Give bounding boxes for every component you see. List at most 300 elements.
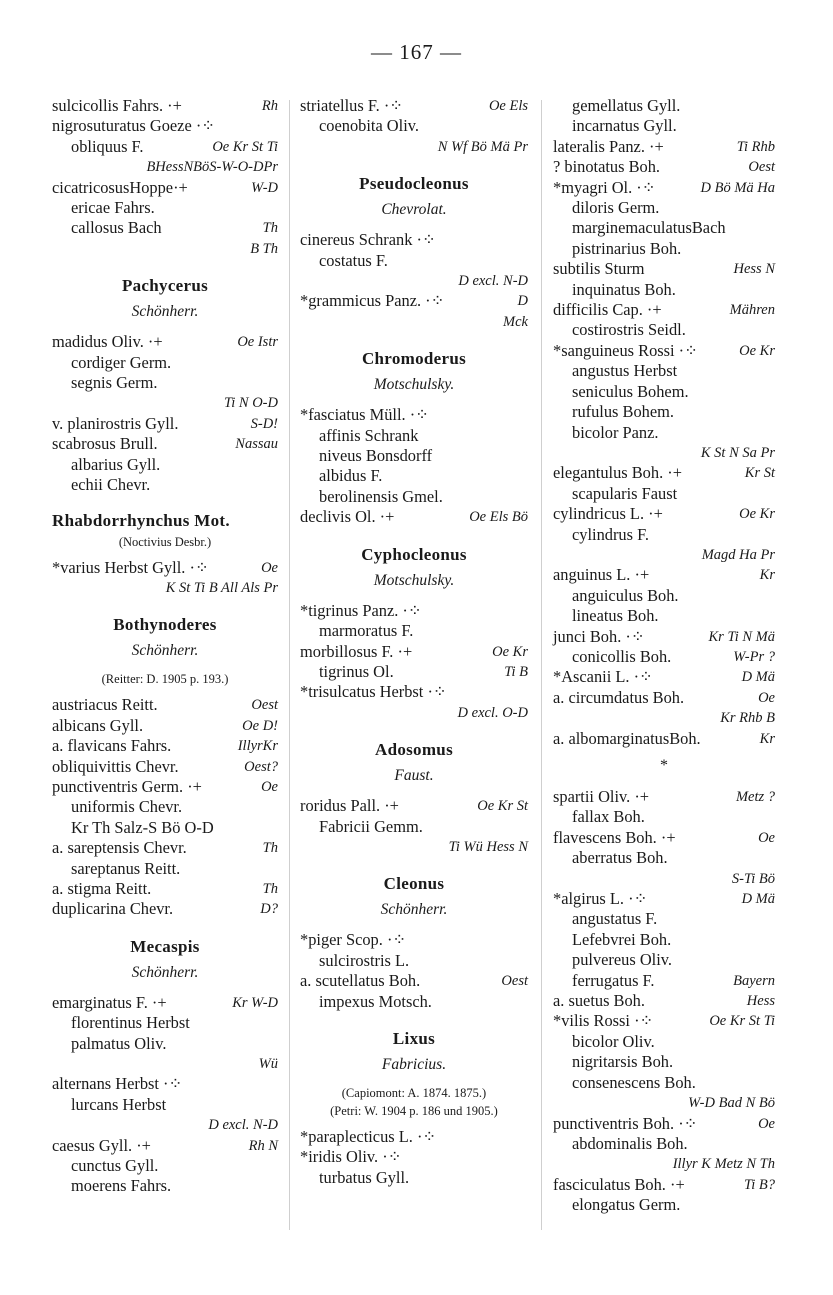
- reference-note: (Petri: W. 1904 p. 186 und 1905.): [330, 1103, 498, 1118]
- species-name: subtilis Sturm: [553, 259, 645, 279]
- synonym-entry: [553, 1195, 775, 1215]
- synonym-entry: [553, 402, 775, 422]
- synonym-entry: [52, 797, 278, 817]
- genus-author: Schönherr.: [380, 901, 448, 919]
- species-name: a. stigma Reitt.: [52, 878, 152, 898]
- distribution: Oest: [501, 973, 528, 990]
- species-entry: [553, 1011, 775, 1031]
- synonym-entry: [553, 930, 775, 950]
- synonym-entry: [553, 239, 775, 259]
- synonym-entry: [553, 484, 775, 504]
- synonym-entry: [52, 455, 278, 475]
- species-name: affinis Schrank: [319, 425, 419, 445]
- genus-author: Faust.: [394, 767, 434, 785]
- species-name: cunctus Gyll.: [71, 1156, 159, 1176]
- synonym-entry: [553, 1134, 775, 1154]
- species-entry: [300, 405, 528, 425]
- species-entry: [52, 558, 278, 578]
- genus-author: Fabricius.: [381, 1055, 447, 1073]
- species-name: Fabricii Gemm.: [319, 816, 423, 836]
- species-entry: [553, 828, 775, 848]
- species-entry: [553, 259, 775, 279]
- species-name: turbatus Gyll.: [319, 1167, 410, 1187]
- species-name: Kr Th Salz-S Bö O-D: [71, 817, 214, 837]
- distribution: W-Pr ?: [733, 648, 775, 665]
- genus-heading: Rhabdorrhynchus Mot.: [52, 510, 230, 530]
- species-name: sulcirostris L.: [319, 950, 410, 970]
- species-name: emarginatus F. ·+: [52, 992, 167, 1012]
- distribution: Oe Kr: [739, 506, 775, 523]
- species-name: elegantulus Boh. ·+: [553, 463, 682, 483]
- synonym-entry: [553, 1073, 775, 1093]
- species-entry: [300, 230, 528, 250]
- distribution: Oe Els Bö: [469, 509, 528, 526]
- species-name: lurcans Herbst: [71, 1094, 167, 1114]
- species-entry: [52, 178, 278, 198]
- distribution-line: Wü: [258, 1056, 278, 1072]
- species-name: caesus Gyll. ·+: [52, 1135, 151, 1155]
- species-name: [52, 157, 71, 176]
- synonym-entry: [52, 1156, 278, 1176]
- synonym-entry: [553, 382, 775, 402]
- distribution: Metz ?: [735, 789, 775, 805]
- synonym-entry: [553, 606, 775, 626]
- species-name: florentinus Herbst: [71, 1013, 190, 1033]
- species-name: marginemaculatusBach: [572, 218, 726, 238]
- synonym-entry: [300, 446, 528, 466]
- distribution: Kr W-D: [232, 994, 278, 1011]
- distribution: Oe: [758, 689, 775, 706]
- species-entry: [52, 757, 278, 777]
- synonym-entry: [52, 1176, 278, 1196]
- species-entry: [52, 838, 278, 858]
- synonym-entry: [52, 818, 278, 838]
- species-name: ferrugatus F.: [572, 970, 655, 990]
- species-entry: [52, 695, 278, 715]
- synonym-entry: [52, 859, 278, 879]
- synonym-entry: [553, 198, 775, 218]
- species-entry: [52, 777, 278, 797]
- species-name: incarnatus Gyll.: [572, 116, 677, 136]
- species-name: berolinensis Gmel.: [319, 486, 443, 506]
- synonym-entry: [52, 198, 278, 218]
- distribution: Th: [262, 840, 278, 857]
- genus-author: Chevrolat.: [381, 201, 447, 219]
- synonym-entry: [553, 423, 775, 443]
- distribution: Kr St: [744, 465, 775, 482]
- species-entry: [52, 414, 278, 434]
- species-entry: [52, 736, 278, 756]
- distribution: D Bö Mä Ha: [700, 179, 775, 196]
- synonym-entry: [553, 320, 775, 340]
- distribution-line: B Th: [250, 240, 278, 257]
- species-name: flavescens Boh. ·+: [553, 827, 676, 847]
- species-name: punctiventris Boh. ·⁘: [553, 1113, 698, 1133]
- distribution-line: W-D Bad N Bö: [688, 1095, 775, 1112]
- species-name: striatellus F. ·⁘: [300, 96, 404, 115]
- species-entry: [52, 899, 278, 919]
- distribution-line: Kr Rhb B: [720, 710, 775, 727]
- genus-heading: Lixus: [392, 1028, 436, 1048]
- synonym-entry: [52, 373, 278, 393]
- species-entry: [300, 601, 528, 621]
- synonym-entry: [553, 218, 775, 238]
- reference-note: (Noctivius Desbr.): [118, 534, 212, 549]
- distribution: Oe: [758, 829, 775, 846]
- species-name: bicolor Panz.: [572, 422, 659, 442]
- species-entry: [300, 507, 528, 527]
- distribution: D?: [260, 901, 278, 918]
- distribution: Nassau: [235, 436, 278, 453]
- distribution-line: D excl. N-D: [458, 273, 528, 290]
- distribution: D Mä: [741, 891, 775, 908]
- distribution-line: D excl. N-D: [208, 1117, 278, 1134]
- species-name: madidus Oliv. ·+: [52, 332, 163, 352]
- reference-note: (Capiomont: A. 1874. 1875.): [341, 1085, 487, 1100]
- species-name: nigritarsis Boh.: [572, 1052, 674, 1072]
- species-name: a. suetus Boh.: [553, 991, 645, 1011]
- genus-heading: Pseudocleonus: [359, 174, 469, 194]
- distribution: Hess: [746, 993, 775, 1010]
- species-name: coenobita Oliv.: [319, 116, 419, 136]
- synonym-entry: [300, 621, 528, 641]
- synonym-entry: [553, 116, 775, 136]
- species-name: sulcicollis Fahrs. ·+: [52, 96, 182, 115]
- species-name: lateralis Panz. ·+: [553, 136, 664, 156]
- distribution: S-D!: [250, 415, 278, 432]
- distribution: Oe D!: [242, 717, 278, 734]
- genus-heading: Chromoderus: [361, 349, 467, 369]
- synonym-entry: [300, 487, 528, 507]
- synonym-entry: [52, 353, 278, 373]
- species-name: costirostris Seidl.: [572, 320, 686, 340]
- species-name: alternans Herbst ·⁘: [52, 1074, 183, 1094]
- distribution: Mähren: [729, 302, 775, 319]
- species-entry: [553, 300, 775, 320]
- species-name: pistrinarius Boh.: [572, 238, 682, 258]
- species-entry: [553, 787, 775, 807]
- species-name: ericae Fahrs.: [71, 198, 155, 218]
- distribution: Kr: [759, 730, 775, 747]
- species-entry: [52, 1136, 278, 1156]
- synonym-entry: [300, 951, 528, 971]
- species-name: punctiventris Germ. ·+: [52, 776, 202, 796]
- species-entry: [300, 930, 528, 950]
- distribution: D: [517, 293, 528, 310]
- species-name: *Ascanii L. ·⁘: [553, 667, 653, 687]
- distribution: Oe: [261, 559, 278, 576]
- distribution-line: K St Ti B All Als Pr: [165, 579, 278, 596]
- section-separator: *: [660, 757, 668, 774]
- species-name: anguiculus Boh.: [572, 585, 679, 605]
- genus-heading: Cyphocleonus: [361, 544, 467, 564]
- distribution-line: Ti Wü Hess N: [448, 838, 528, 855]
- column-left: [52, 96, 278, 1197]
- species-name: a. flavicans Fahrs.: [52, 736, 172, 756]
- genus-heading: Cleonus: [383, 874, 445, 894]
- species-name: *vilis Rossi ·⁘: [553, 1011, 654, 1031]
- species-name: scabrosus Brull.: [52, 434, 158, 454]
- species-entry: [553, 565, 775, 585]
- species-entry: [300, 1147, 528, 1167]
- species-name: albicans Gyll.: [52, 715, 144, 735]
- species-entry: [553, 463, 775, 483]
- species-entry: [553, 889, 775, 909]
- distribution: Oe Els: [488, 98, 528, 114]
- species-entry: [553, 504, 775, 524]
- species-name: roridus Pall. ·+: [300, 796, 399, 816]
- synonym-entry: [553, 586, 775, 606]
- distribution: Oest: [251, 697, 278, 714]
- species-name: anguinus L. ·+: [553, 565, 650, 585]
- synonym-entry: [300, 426, 528, 446]
- synonym-entry: [52, 157, 278, 177]
- synonym-entry: [553, 807, 775, 827]
- species-name: sareptanus Reitt.: [71, 858, 181, 878]
- species-name: v. planirostris Gyll.: [52, 413, 179, 433]
- synonym-entry: [553, 280, 775, 300]
- species-name: *paraplecticus L. ·⁘: [300, 1126, 437, 1146]
- distribution: Oest: [748, 159, 775, 176]
- synonym-entry: [553, 361, 775, 381]
- species-entry: [300, 682, 528, 702]
- species-entry: [553, 178, 775, 198]
- column-right: [553, 96, 775, 1216]
- species-name: fasciculatus Boh. ·+: [553, 1174, 685, 1194]
- species-name: lineatus Boh.: [572, 606, 659, 626]
- species-name: callosus Bach: [71, 218, 162, 238]
- synonym-entry: [300, 1168, 528, 1188]
- species-name: cylindricus L. ·+: [553, 504, 663, 524]
- species-name: angustatus F.: [572, 909, 658, 929]
- species-entry: [553, 627, 775, 647]
- species-name: cordiger Germ.: [71, 352, 172, 372]
- species-name: gemellatus Gyll.: [572, 96, 681, 115]
- synonym-entry: [300, 466, 528, 486]
- species-entry: [52, 716, 278, 736]
- distribution: Oe Kr St: [477, 798, 528, 815]
- species-name: echii Chevr.: [71, 475, 151, 495]
- species-entry: [52, 434, 278, 454]
- species-name: nigrosuturatus Goeze ·⁘: [52, 116, 216, 136]
- distribution-line: Mck: [503, 313, 528, 330]
- distribution: IllyrKr: [237, 738, 278, 755]
- species-name: costatus F.: [319, 250, 388, 270]
- synonym-entry: [553, 971, 775, 991]
- distribution: Oe Istr: [237, 334, 278, 351]
- species-name: diloris Germ.: [572, 198, 660, 218]
- species-name: elongatus Germ.: [572, 1195, 681, 1215]
- genus-author: Schönherr.: [131, 963, 199, 981]
- species-name: tigrinus Ol.: [319, 661, 394, 681]
- species-name: inquinatus Boh.: [572, 279, 676, 299]
- species-entry: [52, 1074, 278, 1094]
- distribution: Kr Ti N Mä: [708, 628, 775, 645]
- species-name: *piger Scop. ·⁘: [300, 930, 407, 950]
- species-name: *iridis Oliv. ·⁘: [300, 1147, 402, 1167]
- species-name: bicolor Oliv.: [572, 1031, 655, 1051]
- species-entry: [553, 157, 775, 177]
- synonym-entry: [300, 992, 528, 1012]
- species-entry: [553, 688, 775, 708]
- synonym-entry: [553, 909, 775, 929]
- species-name: cylindrus F.: [572, 524, 649, 544]
- distribution: Rh N: [248, 1137, 278, 1154]
- distribution-line: Ti N O-D: [224, 395, 278, 412]
- distribution: Ti Rhb: [736, 138, 775, 155]
- distribution: Bayern: [733, 972, 775, 989]
- distribution: Oe Kr St Ti: [212, 138, 278, 155]
- synonym-entry: [553, 96, 775, 116]
- distribution-line: S-Ti Bö: [731, 870, 775, 887]
- species-entry: [553, 667, 775, 687]
- species-name: obliquivittis Chevr.: [52, 756, 179, 776]
- species-name: consenescens Boh.: [572, 1072, 696, 1092]
- species-name: obliquus F.: [71, 136, 144, 156]
- distribution: Kr: [759, 567, 775, 584]
- species-entry: [52, 332, 278, 352]
- species-name: segnis Germ.: [71, 373, 158, 393]
- species-entry: [52, 96, 278, 116]
- species-name: a. albomarginatusBoh.: [553, 728, 701, 748]
- synonym-entry: [300, 817, 528, 837]
- species-name: abdominalis Boh.: [572, 1133, 688, 1153]
- species-name: *tigrinus Panz. ·⁘: [300, 600, 422, 620]
- distribution: Oe Kr: [492, 643, 528, 660]
- species-name: *algirus L. ·⁘: [553, 889, 648, 909]
- distribution: Rh: [261, 98, 278, 114]
- distribution: Hess N: [733, 261, 775, 278]
- distribution: Th: [262, 880, 278, 897]
- species-name: pulvereus Oliv.: [572, 950, 672, 970]
- species-name: cicatricosusHoppe·+: [52, 177, 188, 197]
- species-name: aberratus Boh.: [572, 848, 668, 868]
- species-entry: [553, 1175, 775, 1195]
- synonym-entry: [300, 116, 528, 136]
- species-entry: [52, 879, 278, 899]
- distribution-line: K St N Sa Pr: [700, 444, 775, 461]
- species-name: niveus Bonsdorff: [319, 446, 433, 466]
- synonym-entry: [553, 647, 775, 667]
- species-entry: [300, 642, 528, 662]
- synonym-entry: [300, 251, 528, 271]
- distribution: Oe Kr St Ti: [709, 1013, 775, 1030]
- synonym-entry: [52, 475, 278, 495]
- species-name: uniformis Chevr.: [71, 797, 183, 817]
- species-entry: [553, 991, 775, 1011]
- distribution: Oe: [758, 1115, 775, 1132]
- species-entry: [52, 993, 278, 1013]
- synonym-entry: [553, 1052, 775, 1072]
- distribution: Oest?: [244, 758, 278, 775]
- genus-heading: Pachycerus: [121, 276, 209, 296]
- synonym-entry: [52, 1013, 278, 1033]
- genus-heading: Bothynoderes: [113, 615, 217, 635]
- species-name: impexus Motsch.: [319, 991, 432, 1011]
- synonym-entry: [52, 137, 278, 157]
- genus-heading: Adosomus: [375, 740, 453, 760]
- species-name: *grammicus Panz. ·⁘: [300, 291, 445, 311]
- distribution: Oe: [261, 778, 278, 795]
- species-name: a. circumdatus Boh.: [553, 687, 685, 707]
- species-name: austriacus Reitt.: [52, 695, 158, 715]
- distribution: Th: [262, 220, 278, 237]
- species-entry: [300, 796, 528, 816]
- synonym-entry: [553, 848, 775, 868]
- species-name: marmoratus F.: [319, 621, 414, 641]
- synonym-entry: [553, 1032, 775, 1052]
- distribution-line: N Wf Bö Mä Pr: [437, 138, 528, 155]
- species-entry: [300, 96, 528, 116]
- column-divider: [541, 100, 542, 1230]
- species-name: spartii Oliv. ·+: [553, 787, 650, 806]
- species-name: cinereus Schrank ·⁘: [300, 230, 436, 250]
- synonym-entry: [52, 1095, 278, 1115]
- species-name: a. sareptensis Chevr.: [52, 838, 187, 858]
- distribution: Oe Kr: [739, 342, 775, 359]
- species-name: *trisulcatus Herbst ·⁘: [300, 682, 447, 702]
- species-name: difficilis Cap. ·+: [553, 300, 662, 320]
- genus-author: Schönherr.: [131, 642, 199, 660]
- species-name: junci Boh. ·⁘: [553, 626, 645, 646]
- species-name: palmatus Oliv.: [71, 1033, 167, 1053]
- synonym-entry: [553, 950, 775, 970]
- species-name: *sanguineus Rossi ·⁘: [553, 340, 698, 360]
- species-name: Lefebvrei Boh.: [572, 929, 672, 949]
- species-name: fallax Boh.: [572, 807, 645, 827]
- distribution: D Mä: [741, 669, 775, 686]
- species-name: duplicarina Chevr.: [52, 899, 174, 919]
- species-entry: [52, 116, 278, 136]
- species-name: *myagri Ol. ·⁘: [553, 177, 656, 197]
- distribution-line: Magd Ha Pr: [701, 546, 775, 563]
- species-entry: [300, 971, 528, 991]
- species-name: angustus Herbst: [572, 361, 678, 381]
- column-middle: [300, 96, 528, 1188]
- genus-author: Schönherr.: [131, 303, 199, 321]
- species-name: a. scutellatus Boh.: [300, 971, 421, 991]
- reference-note: (Reitter: D. 1905 p. 193.): [101, 672, 229, 687]
- synonym-entry: [52, 218, 278, 238]
- distribution: Ti B?: [743, 1176, 775, 1193]
- genus-author: Motschulsky.: [373, 571, 455, 589]
- species-name: moerens Fahrs.: [71, 1176, 172, 1196]
- species-entry: [553, 1114, 775, 1134]
- species-name: seniculus Bohem.: [572, 381, 689, 401]
- distribution: W-D: [251, 179, 278, 196]
- species-name: morbillosus F. ·+: [300, 641, 413, 661]
- synonym-entry: [52, 1034, 278, 1054]
- species-name: *fasciatus Müll. ·⁘: [300, 405, 429, 425]
- distribution: Ti B: [504, 663, 528, 680]
- page-number: — 167 —: [371, 40, 462, 64]
- species-entry: [553, 341, 775, 361]
- species-entry: [553, 729, 775, 749]
- species-name: *varius Herbst Gyll. ·⁘: [52, 557, 209, 577]
- species-name: ? binotatus Boh.: [553, 157, 660, 177]
- species-name: conicollis Boh.: [572, 646, 672, 666]
- genus-author: Motschulsky.: [373, 376, 455, 394]
- column-divider: [289, 100, 290, 1230]
- genus-heading: Mecaspis: [130, 936, 200, 956]
- species-name: rufulus Bohem.: [572, 402, 674, 422]
- species-entry: [300, 1127, 528, 1147]
- species-entry: [553, 137, 775, 157]
- species-name: declivis Ol. ·+: [300, 507, 395, 527]
- synonym-entry: [553, 525, 775, 545]
- species-entry: [300, 291, 528, 311]
- distribution-line: D excl. O-D: [457, 704, 528, 721]
